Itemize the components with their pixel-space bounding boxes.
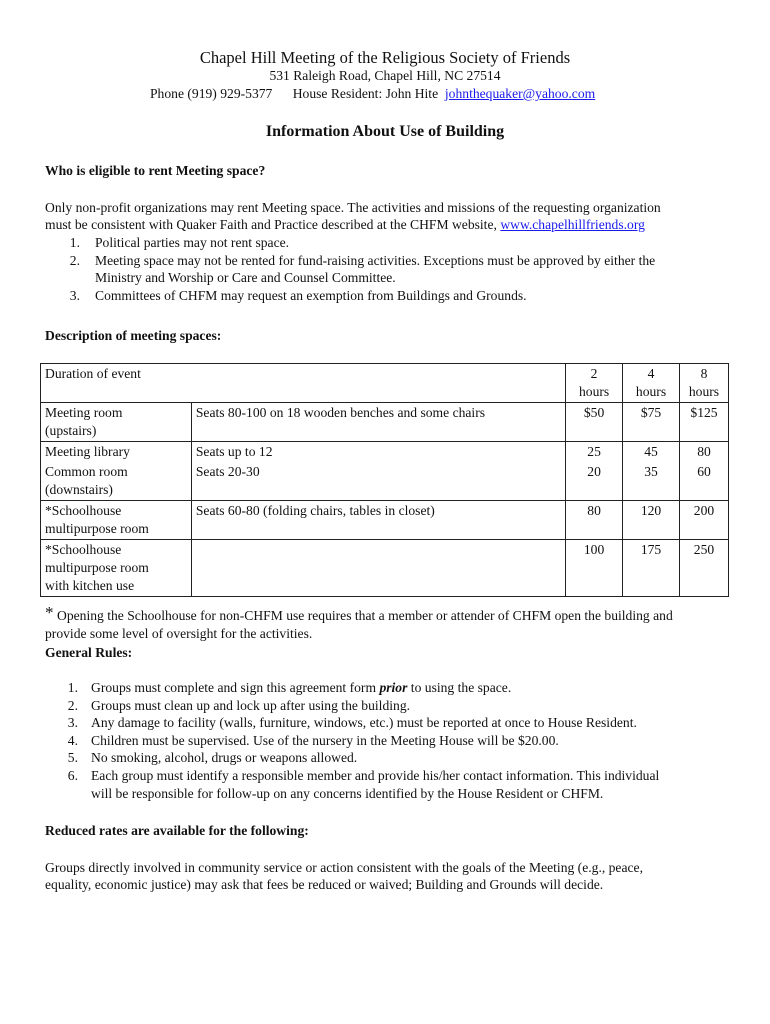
eligibility-item-number: 2. [69,253,80,268]
col-header-8h: 8 hours [679,364,728,403]
address: 531 Raleigh Road, Chapel Hill, NC 27514 [269,68,501,83]
price-2h: 20 [566,462,623,501]
price-4h: $75 [623,403,680,442]
table-row [41,501,729,540]
price-4h: 45 [623,442,680,463]
email-link[interactable]: johnthequaker@yahoo.com [444,86,596,101]
price-2h: $50 [566,403,623,442]
price-8h: 80 [679,442,728,463]
price-8h: 200 [679,501,728,540]
price-8h: 60 [679,462,728,501]
room-name: Common room (downstairs) [41,462,192,501]
col-header-4h: 4 hours [623,364,680,403]
room-seats: Seats 60-80 (folding chairs, tables in closet) [191,501,565,540]
table-row [41,462,729,501]
eligibility-text-prefix: must be consistent with Quaker Faith and Practice described at the CHFM website, [45,217,497,232]
room-name: *Schoolhouse multipurpose room with kitchen use [41,540,192,597]
price-8h: $125 [679,403,728,442]
eligibility-text-line1: Only non-profit organizations may rent Meeting space. The activities and missions of the requesting organization [45,200,661,215]
rule-number: 1. [67,680,78,695]
rule-item-cont: will be responsible for follow-up on any concerns identified by the House Resident or CHFM. [91,786,604,801]
website-link[interactable]: www.chapelhillfriends.org [500,217,645,232]
room-name: *Schoolhouse multipurpose room [41,501,192,540]
reduced-heading: Reduced rates are available for the following: [45,823,309,838]
rule-number: 6. [67,768,78,783]
org-name: Chapel Hill Meeting of the Religious Society of Friends [199,48,571,67]
house-resident: House Resident: John Hite [292,86,439,101]
footnote-line1: Opening the Schoolhouse for non-CHFM use requires that a member or attender of CHFM open the building and [57,608,673,623]
rates-table [40,363,729,597]
rule-item: Any damage to facility (walls, furniture, windows, etc.) must be reported at once to House Resident. [91,715,637,730]
room-name: Meeting room (upstairs) [41,403,192,442]
price-2h: 25 [566,442,623,463]
room-seats: Seats up to 12 [191,442,565,463]
rule-number: 2. [67,698,78,713]
table-row [41,540,729,597]
rule-item: Groups must clean up and lock up after using the building. [91,698,411,713]
room-seats [191,540,565,597]
eligibility-item-number: 1. [69,235,80,250]
eligibility-item: Committees of CHFM may request an exemption from Buildings and Grounds. [95,288,527,303]
rule-item: No smoking, alcohol, drugs or weapons allowed. [91,750,358,765]
room-seats: Seats 80-100 on 18 wooden benches and some chairs [191,403,565,442]
eligibility-heading: Who is eligible to rent Meeting space? [45,163,266,178]
price-4h: 175 [623,540,680,597]
rule-item: Children must be supervised. Use of the nursery in the Meeting House will be $20.00. [91,733,559,748]
eligibility-item: Political parties may not rent space. [95,235,290,250]
duration-label: Duration of event [41,364,566,403]
rule-number: 4. [67,733,78,748]
price-4h: 35 [623,462,680,501]
table-row [41,442,729,463]
rule-item: Groups must complete and sign this agreement form prior to using the space. [91,680,512,695]
eligibility-item-cont: Ministry and Worship or Care and Counsel Committee. [95,270,396,285]
price-2h: 100 [566,540,623,597]
price-4h: 120 [623,501,680,540]
contact-line [150,86,595,102]
price-8h: 250 [679,540,728,597]
reduced-line1: Groups directly involved in community service or action consistent with the goals of the Meeting (e.g., peace, [45,860,643,875]
footnote-line2: provide some level of oversight for the activities. [45,626,313,641]
rule-item: Each group must identify a responsible member and provide his/her contact information. This individual [91,768,660,783]
table-row [41,403,729,442]
col-header-2h: 2 hours [566,364,623,403]
table-header-row [41,364,729,403]
room-name: Meeting library [41,442,192,463]
footnote-star: * [45,603,54,622]
spaces-heading: Description of meeting spaces: [45,328,222,343]
rule-number: 3. [67,715,78,730]
page-title: Information About Use of Building [265,123,505,140]
price-2h: 80 [566,501,623,540]
reduced-line2: equality, economic justice) may ask that fees be reduced or waived; Building and Grounds will decide. [45,877,604,892]
rules-heading: General Rules: [45,645,133,660]
room-seats: Seats 20-30 [191,462,565,501]
phone: Phone (919) 929-5377 [150,86,273,101]
rule-number: 5. [67,750,78,765]
eligibility-text-line2 [45,217,645,233]
eligibility-item: Meeting space may not be rented for fund-raising activities. Exceptions must be approved by either the [95,253,656,268]
eligibility-item-number: 3. [69,288,80,303]
